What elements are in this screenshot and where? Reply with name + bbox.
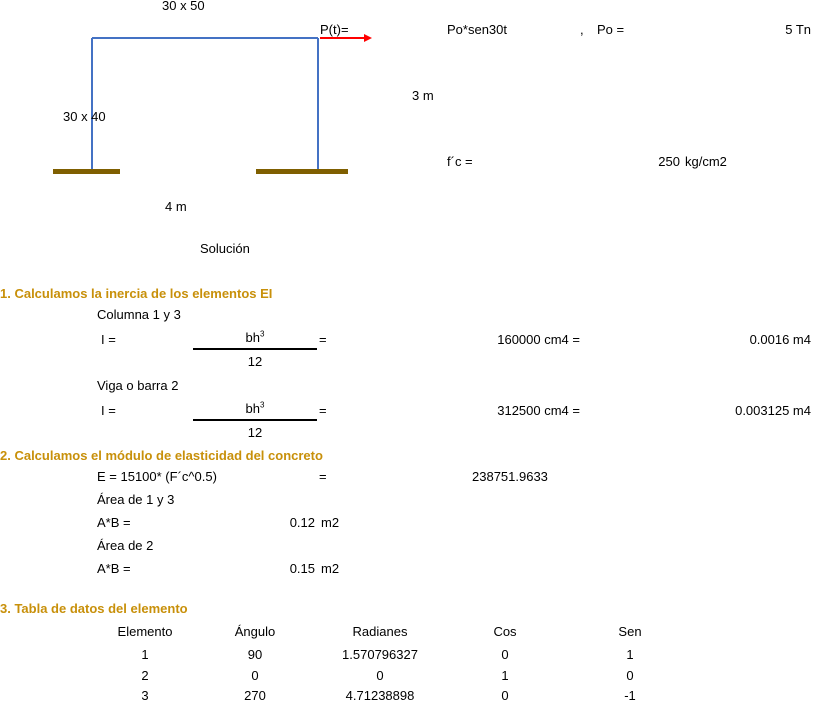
po-label: Po = [597, 22, 625, 37]
table-cell: 0 [501, 647, 509, 662]
step2-heading: 2. Calculamos el módulo de elasticidad del concreto [0, 448, 323, 463]
right-support [256, 169, 348, 174]
table-cell: 270 [244, 688, 266, 703]
column-section-label: 30 x 40 [63, 109, 106, 124]
table-header-sen: Sen [618, 624, 642, 639]
table-cell: 0 [501, 688, 509, 703]
elasticity-equals: = [319, 469, 327, 484]
table-cell: 4.71238898 [345, 688, 415, 703]
table-cell: 2 [141, 668, 149, 683]
po-value: 5 Tn [785, 22, 811, 37]
table-header-cos: Cos [493, 624, 517, 639]
area-1-3-unit: m2 [321, 515, 340, 530]
column-label: Columna 1 y 3 [97, 307, 181, 322]
elasticity-formula: E = 15100* (F´c^0.5) [97, 469, 217, 484]
table-cell: -1 [624, 688, 636, 703]
table-cell: 1 [501, 668, 509, 683]
beam-inertia-m4: 0.003125 m4 [735, 403, 811, 418]
column-numerator: $bh^3$ [245, 329, 265, 345]
fc-label: f´c = [447, 154, 473, 169]
left-support [53, 169, 120, 174]
beam-denominator: 12 [247, 425, 263, 440]
beam-equals: = [319, 403, 327, 418]
beam-fraction-bar [193, 419, 317, 421]
beam-inertia-symbol: I = [101, 403, 116, 418]
beam-numerator: $bh^3$ [245, 400, 265, 416]
area-2-label: Área de 2 [97, 538, 154, 553]
table-cell: 1 [141, 647, 149, 662]
column-inertia-m4: 0.0016 m4 [749, 332, 811, 347]
height-label: 3 m [412, 88, 434, 103]
table-cell: 0 [251, 668, 259, 683]
column-inertia-cm4: 160000 cm4 = [497, 332, 580, 347]
area-1-3-label: Área de 1 y 3 [97, 492, 175, 507]
force-expression: Po*sen30t [447, 22, 507, 37]
table-header-angulo: Ángulo [234, 624, 276, 639]
area-1-3-formula: A*B = [97, 515, 131, 530]
area-1-3-value: 0.12 [289, 515, 315, 530]
table-header-elemento: Elemento [117, 624, 173, 639]
force-arrow-head [364, 34, 372, 42]
table-cell: 1.570796327 [342, 647, 418, 662]
table-cell: 3 [141, 688, 149, 703]
elasticity-value: 238751.9633 [472, 469, 548, 484]
frame-diagram [0, 0, 813, 230]
table-cell: 90 [247, 647, 263, 662]
table-header-radianes: Radianes [352, 624, 408, 639]
beam-inertia-cm4: 312500 cm4 = [497, 403, 580, 418]
fc-unit: kg/cm2 [685, 154, 727, 169]
column-denominator: 12 [247, 354, 263, 369]
span-label: 4 m [165, 199, 187, 214]
column-equals: = [319, 332, 327, 347]
po-separator: , [580, 22, 584, 37]
column-inertia-symbol: I = [101, 332, 116, 347]
force-label: P(t)= [320, 22, 349, 37]
area-2-formula: A*B = [97, 561, 131, 576]
table-cell: 0 [626, 668, 634, 683]
table-cell: 0 [376, 668, 384, 683]
step3-heading: 3. Tabla de datos del elemento [0, 601, 188, 616]
beam-section-label: 30 x 50 [162, 0, 205, 13]
area-2-value: 0.15 [289, 561, 315, 576]
beam-label: Viga o barra 2 [97, 378, 179, 393]
area-2-unit: m2 [321, 561, 340, 576]
table-cell: 1 [626, 647, 634, 662]
fc-value: 250 [658, 154, 680, 169]
solution-title: Solución [200, 241, 250, 256]
column-fraction-bar [193, 348, 317, 350]
step1-heading: 1. Calculamos la inercia de los elementos EI [0, 286, 273, 301]
